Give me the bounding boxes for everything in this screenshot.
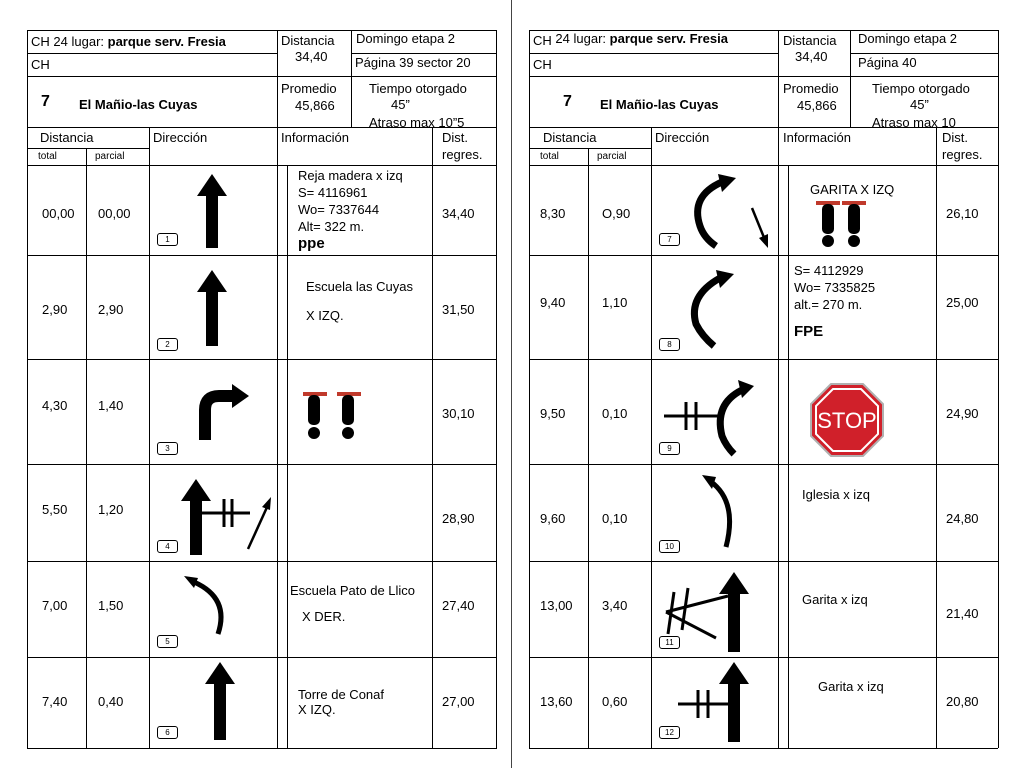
row-info: Reja madera x izq S= 4116961 Wo= 7337644 Alt= 322 m. ppe xyxy=(298,168,403,252)
rule xyxy=(850,30,851,128)
row-dist-regres: 31,50 xyxy=(442,302,475,317)
row-total: 8,30 xyxy=(540,206,566,221)
row-dist-regres: 27,00 xyxy=(442,694,475,709)
row-info: Garita x izq xyxy=(802,592,868,607)
rule xyxy=(529,76,998,77)
rule xyxy=(788,165,789,748)
rule xyxy=(27,748,497,749)
row-parcial: 2,90 xyxy=(98,302,124,317)
rule xyxy=(351,30,352,128)
col-informacion: Información xyxy=(281,130,349,145)
route-name: El Mañio-las Cuyas xyxy=(600,97,719,112)
col-dist-regres-2: regres. xyxy=(442,147,483,162)
row-info: Escuela las Cuyas X IZQ. xyxy=(306,279,413,323)
row-parcial: O,90 xyxy=(602,206,631,221)
col-dist-regres: Dist. xyxy=(942,130,968,145)
page-sector: Página 40 xyxy=(858,55,917,70)
rule xyxy=(850,53,998,54)
row-parcial: 1,50 xyxy=(98,598,124,613)
double-exclamation-warning-icon xyxy=(816,201,878,249)
rule xyxy=(496,30,497,748)
distancia-label: Distancia xyxy=(281,33,335,48)
checkpoint-header: CH 24 lugar: parque serv. Fresia xyxy=(533,31,728,48)
step-number: 11 xyxy=(659,636,680,649)
atraso-text: Atraso max 10”5 xyxy=(369,115,465,130)
rule xyxy=(287,165,288,748)
row-parcial: 0,60 xyxy=(602,694,628,709)
row-total: 13,00 xyxy=(540,598,573,613)
row-parcial: 0,40 xyxy=(98,694,124,709)
row-info: GARITA X IZQ xyxy=(810,182,895,197)
row-total: 2,90 xyxy=(42,302,68,317)
distancia-label: Distancia xyxy=(783,33,837,48)
rule xyxy=(432,127,433,748)
step-number: 6 xyxy=(157,726,178,739)
promedio-value: 45,866 xyxy=(797,98,837,113)
step-number: 8 xyxy=(659,338,680,351)
rule xyxy=(529,148,651,149)
row-total: 7,40 xyxy=(42,694,68,709)
rule xyxy=(27,30,28,748)
rule xyxy=(529,30,530,748)
col-distancia: Distancia xyxy=(40,130,94,145)
row-dist-regres: 34,40 xyxy=(442,206,475,221)
col-dist-regres-2: regres. xyxy=(942,147,983,162)
step-number: 9 xyxy=(659,442,680,455)
row-dist-regres: 26,10 xyxy=(946,206,979,221)
rule xyxy=(27,53,277,54)
rule xyxy=(27,76,497,77)
double-exclamation-warning-icon xyxy=(303,392,365,440)
rule xyxy=(936,127,937,748)
row-dist-regres: 24,80 xyxy=(946,511,979,526)
step-number: 2 xyxy=(157,338,178,351)
row-parcial: 1,10 xyxy=(602,295,628,310)
rule xyxy=(351,53,497,54)
ch-label: CH xyxy=(31,57,50,72)
row-parcial: 3,40 xyxy=(602,598,628,613)
col-direccion: Dirección xyxy=(153,130,208,145)
col-distancia: Distancia xyxy=(543,130,597,145)
row-info: Torre de Conaf X IZQ. xyxy=(298,687,384,717)
rule xyxy=(588,148,589,748)
stage-number: 7 xyxy=(563,93,572,110)
promedio-value: 45,866 xyxy=(295,98,335,113)
step-number: 7 xyxy=(659,233,680,246)
row-total: 9,60 xyxy=(540,511,566,526)
tiempo-value: 45” xyxy=(910,97,929,112)
distancia-value: 34,40 xyxy=(295,49,328,64)
step-number: 5 xyxy=(157,635,178,648)
page-sector: Página 39 sector 20 xyxy=(355,55,471,70)
row-parcial: 0,10 xyxy=(602,511,628,526)
row-parcial: 1,20 xyxy=(98,502,124,517)
row-parcial: 0,10 xyxy=(602,406,628,421)
col-parcial: parcial xyxy=(95,151,125,162)
stage-number: 7 xyxy=(41,93,50,110)
col-total: total xyxy=(38,151,57,162)
checkpoint-header: CH 24 lugar: parque serv. Fresia xyxy=(31,34,226,49)
day-stage: Domingo etapa 2 xyxy=(858,31,958,46)
row-total: 9,40 xyxy=(540,295,566,310)
row-total: 4,30 xyxy=(42,398,68,413)
rule xyxy=(778,165,779,748)
col-total: total xyxy=(540,151,559,162)
promedio-label: Promedio xyxy=(281,81,337,96)
row-dist-regres: 20,80 xyxy=(946,694,979,709)
rule xyxy=(277,30,278,166)
col-dist-regres: Dist. xyxy=(442,130,468,145)
col-parcial: parcial xyxy=(597,151,627,162)
day-stage: Domingo etapa 2 xyxy=(356,31,456,46)
row-total: 13,60 xyxy=(540,694,573,709)
tiempo-label: Tiempo otorgado xyxy=(872,81,970,96)
row-parcial: 1,40 xyxy=(98,398,124,413)
promedio-label: Promedio xyxy=(783,81,839,96)
ch-label: CH xyxy=(533,57,552,72)
row-total: 5,50 xyxy=(42,502,68,517)
row-info: Escuela Pato de Llico X DER. xyxy=(290,583,416,624)
row-dist-regres: 30,10 xyxy=(442,406,475,421)
step-number: 1 xyxy=(157,233,178,246)
step-number: 12 xyxy=(659,726,680,739)
row-dist-regres: 28,90 xyxy=(442,511,475,526)
row-info: Iglesia x izq xyxy=(802,487,870,502)
tiempo-label: Tiempo otorgado xyxy=(369,81,467,96)
col-informacion: Información xyxy=(783,130,851,145)
row-total: 9,50 xyxy=(540,406,566,421)
row-total: 00,00 xyxy=(42,206,75,221)
rule xyxy=(998,30,999,748)
roadbook-page-left xyxy=(0,0,500,768)
rule xyxy=(27,148,149,149)
step-number: 4 xyxy=(157,540,178,553)
tiempo-value: 45” xyxy=(391,97,410,112)
rule xyxy=(529,748,998,749)
step-number: 10 xyxy=(659,540,680,553)
stop-sign-icon xyxy=(810,383,884,457)
row-dist-regres: 24,90 xyxy=(946,406,979,421)
roadbook-page-right xyxy=(510,0,1010,768)
route-name: El Mañio-las Cuyas xyxy=(79,97,198,112)
rule xyxy=(86,148,87,748)
row-info: Garita x izq xyxy=(818,679,884,694)
row-dist-regres: 21,40 xyxy=(946,606,979,621)
svg-text:STOP: STOP xyxy=(817,408,877,433)
rule xyxy=(529,53,778,54)
distancia-value: 34,40 xyxy=(795,49,828,64)
col-direccion: Dirección xyxy=(655,130,710,145)
atraso-text: Atraso max 10 xyxy=(872,115,956,130)
row-dist-regres: 27,40 xyxy=(442,598,475,613)
row-dist-regres: 25,00 xyxy=(946,295,979,310)
row-parcial: 00,00 xyxy=(98,206,131,221)
rule xyxy=(277,165,278,748)
step-number: 3 xyxy=(157,442,178,455)
rule xyxy=(778,30,779,166)
row-total: 7,00 xyxy=(42,598,68,613)
row-info: S= 4112929 Wo= 7335825 alt.= 270 m. FPE xyxy=(794,263,876,340)
